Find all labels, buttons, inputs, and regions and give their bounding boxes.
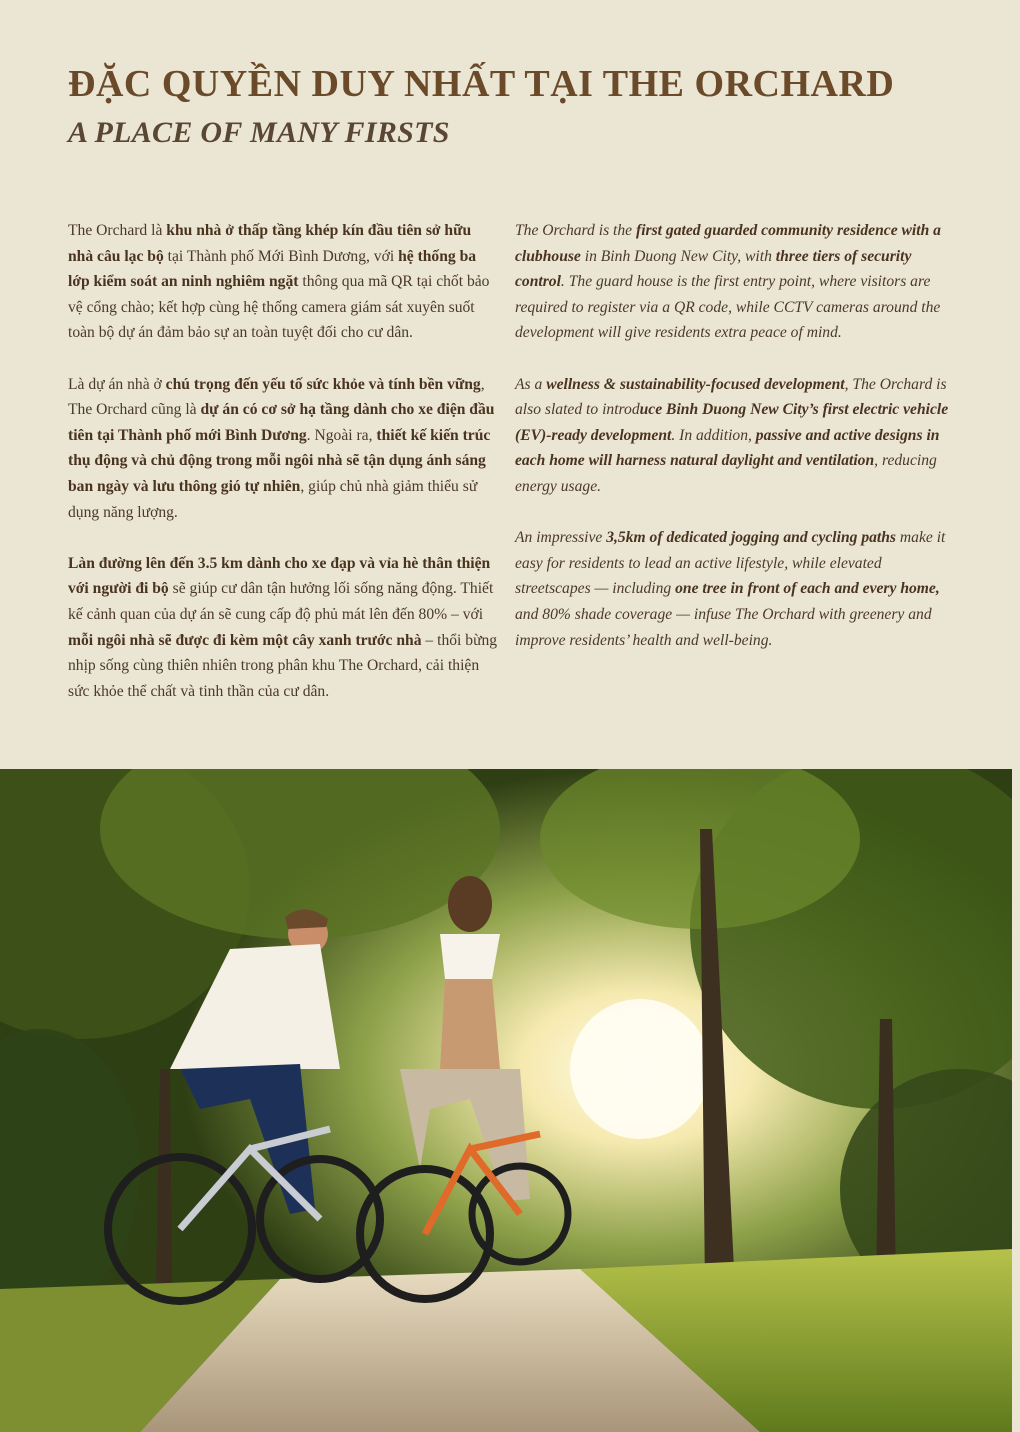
body-text: . Ngoài ra, <box>306 426 377 444</box>
emphasis-text: 3,5km of dedicated jogging and cycling paths <box>606 529 897 547</box>
body-text: The Orchard là <box>68 222 167 239</box>
vi-paragraph-wellness <box>68 372 500 526</box>
en-paragraph-wellness <box>515 372 955 500</box>
vietnamese-column <box>68 218 500 730</box>
body-text: Là dự án nhà ở <box>68 375 166 393</box>
emphasis-text: Làn đường lên đến 3.5 km dành cho xe đạp và vỉa hè thân thiện với người đi bộ <box>68 554 491 598</box>
vi-paragraph-security <box>68 218 500 346</box>
park-illustration <box>0 769 1012 1432</box>
body-text: As a <box>515 375 547 393</box>
emphasis-text: passive and active designs in each home will harness natural daylight and ventilation <box>515 426 940 470</box>
body-text: make it easy for residents to lead an active lifestyle, while elevated streetscapes — including <box>515 529 946 598</box>
emphasis-text: hệ thống ba lớp kiểm soát an ninh nghiêm ngặt <box>68 247 477 291</box>
page-title: ĐẶC QUYỀN DUY NHẤT TẠI THE ORCHARD <box>68 63 895 105</box>
body-text: . The guard house is the first entry point, where visitors are required to register via a QR code, while CCTV cameras around the development will give residents extra peace of mind. <box>515 273 941 342</box>
body-text: in Binh Duong New City, with <box>580 247 776 265</box>
emphasis-text: three tiers of security control <box>515 247 912 291</box>
emphasis-text: khu nhà ở thấp tầng khép kín đầu tiên sở hữu nhà câu lạc bộ <box>68 222 472 265</box>
body-text: , The Orchard cũng là <box>68 375 485 419</box>
emphasis-text: one tree in front of each and every home, <box>675 580 940 598</box>
body-text: , giúp chủ nhà giảm thiểu sử dụng năng lượng. <box>68 477 478 521</box>
body-text: The Orchard is the <box>515 222 636 239</box>
page-subtitle: A PLACE OF MANY FIRSTS <box>68 116 450 149</box>
body-text: An impressive <box>515 529 607 547</box>
body-text: thông qua mã QR tại chốt bảo vệ cổng chào; kết hợp cùng hệ thống camera giám sát xuyên suốt toàn bộ dự án đảm bảo sự an toàn tuyệt đối cho cư dân. <box>68 273 490 342</box>
emphasis-text: chú trọng đến yếu tố sức khỏe và tính bền vững <box>165 375 481 393</box>
en-paragraph-security <box>515 218 955 346</box>
body-text: sẽ giúp cư dân tận hưởng lối sống năng động. Thiết kế cảnh quan của dự án sẽ cung cấp độ phủ mát lên đến 80% – với <box>68 580 494 623</box>
emphasis-text: first gated guarded community residence with a clubhouse <box>515 222 941 265</box>
english-column <box>515 218 955 679</box>
emphasis-text: uce Binh Duong New City’s first electric vehicle (EV)-ready development <box>515 401 949 444</box>
body-text: tại Thành phố Mới Bình Dương, với <box>163 247 399 265</box>
body-text: , The Orchard is also slated to introd <box>515 375 947 419</box>
emphasis-text: thiết kế kiến trúc thụ động và chủ động trong mỗi ngôi nhà sẽ tận dụng ánh sáng ban ngày và lưu thông gió tự nhiên <box>68 426 491 495</box>
body-text: – thổi bừng nhịp sống cùng thiên nhiên trong phân khu The Orchard, cải thiện sức khỏe thể chất và tinh thần của cư dân. <box>68 631 498 700</box>
en-paragraph-cycling <box>515 525 955 653</box>
cyclists-park-photo <box>0 769 1012 1432</box>
emphasis-text: mỗi ngôi nhà sẽ được đi kèm một cây xanh trước nhà <box>68 631 422 649</box>
body-text: . In addition, <box>671 426 756 444</box>
vi-paragraph-cycling <box>68 551 500 705</box>
emphasis-text: wellness & sustainability-focused development <box>546 375 845 393</box>
body-text: and 80% shade coverage — infuse The Orchard with greenery and improve residents’ health and well-being. <box>515 605 932 649</box>
body-text: , reducing energy usage. <box>515 452 937 495</box>
emphasis-text: dự án có cơ sở hạ tầng dành cho xe điện đầu tiên tại Thành phố mới Bình Dương <box>68 401 495 444</box>
